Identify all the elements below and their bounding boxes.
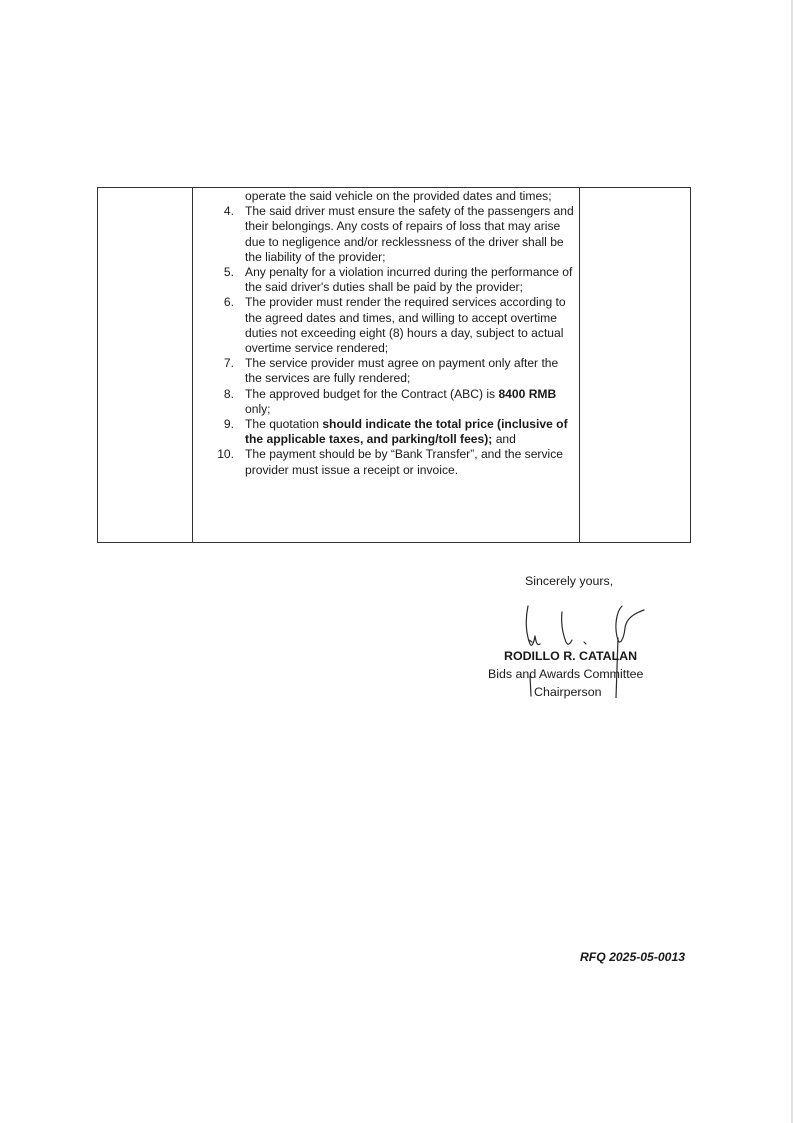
column-divider [579,188,580,542]
item-number: 6. [223,295,234,310]
item-number: 7. [223,356,234,371]
item-number: 9. [223,417,234,432]
signer-role: Bids and Awards Committee [488,667,644,681]
item-number: 4. [223,204,234,219]
price-requirement: should indicate the total price (inclusive of the applicable taxes, and parking/toll fees); [245,417,568,447]
column-divider [192,188,193,542]
budget-amount: 8400 RMB [498,386,557,401]
list-item [194,387,578,417]
continued-line: operate the said vehicle on the provided dates and times; [245,189,552,203]
item-text: Any penalty for a violation incurred during the performance of the said driver's duties shall be paid by the provider; [245,265,573,295]
item-text-part: only; [245,401,271,416]
item-text: The payment should be by “Bank Transfer”, and the service provider must issue a receipt or invoice. [245,447,563,477]
list-item [194,417,578,447]
item-text: The provider must render the required services according to the agreed dates and times, and willing to accept overtime duties not exceeding eight (8) hours a day, subject to actual overtime service rendered; [245,295,566,356]
item-number: 8. [223,386,234,401]
list-item [194,204,578,265]
signature-mark [504,598,654,698]
list-item [194,356,578,386]
list-item [194,447,578,477]
item-text [245,417,568,446]
item-number: 5. [223,265,234,280]
item-text-part: and [492,432,516,447]
list-item [194,265,578,295]
item-text: The said driver must ensure the safety of the passengers and their belongings. Any costs of repairs of loss that may arise due to negligence and/or recklessness of the driver shall be the liability of the provider; [245,204,574,264]
signer-name: RODILLO R. CATALAN [504,649,638,663]
reference-number: RFQ 2025-05-0013 [580,950,686,964]
item-text-part: The quotation [245,417,323,432]
salutation: Sincerely yours, [525,574,614,588]
item-text-part: The approved budget for the Contract (ABC) is [245,386,499,401]
signer-title: Chairperson [534,685,602,699]
specifications-table [97,187,691,543]
specifications-cell [194,189,578,478]
item-text: The service provider must agree on payment only after the the services are fully rendered; [245,356,559,386]
item-text [245,387,556,416]
list-item [194,295,578,356]
item-number: 10. [217,447,234,462]
